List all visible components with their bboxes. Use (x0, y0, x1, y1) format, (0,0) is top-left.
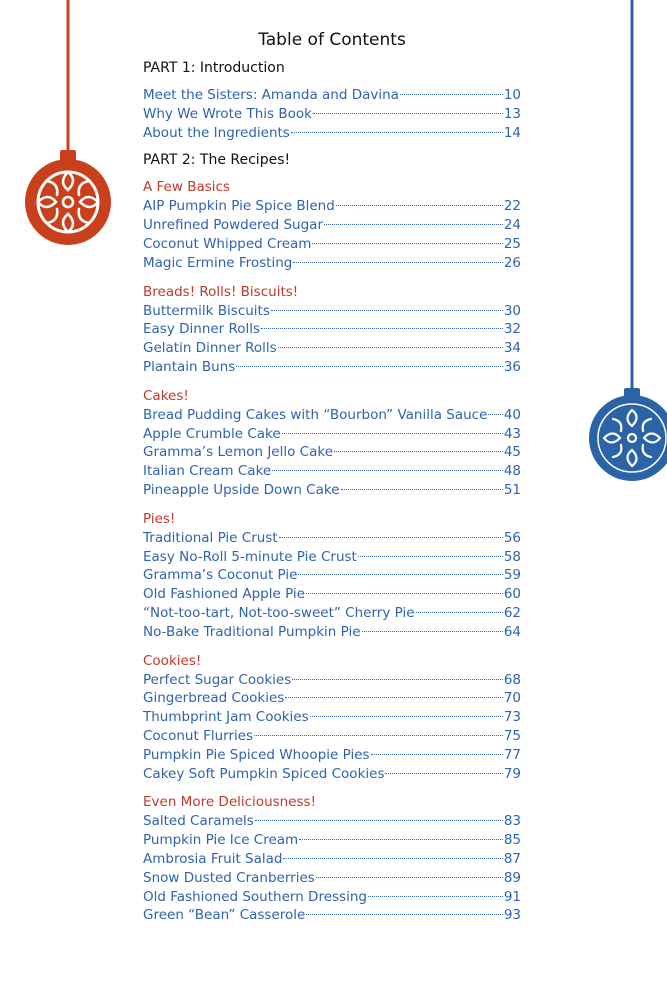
toc-entry[interactable] (143, 708, 521, 727)
toc-entry-title: About the Ingredients (143, 124, 290, 141)
part2-heading: PART 2: The Recipes! (143, 152, 291, 169)
toc-section (143, 178, 521, 272)
toc-entry-page: 43 (503, 425, 521, 442)
dot-leader (371, 754, 503, 755)
toc-entry-title: Traditional Pie Crust (143, 529, 278, 546)
toc-entry[interactable] (143, 888, 521, 907)
toc-entry[interactable] (143, 462, 521, 481)
toc-entry-title: Apple Crumble Cake (143, 425, 281, 442)
dot-leader (334, 451, 503, 452)
toc-entry-page: 36 (503, 358, 521, 375)
toc-entry-page: 91 (503, 888, 521, 905)
toc-entry[interactable] (143, 623, 521, 642)
toc-entry-title: No-Bake Traditional Pumpkin Pie (143, 623, 361, 640)
dot-leader (293, 262, 502, 263)
toc-entry[interactable] (143, 197, 521, 216)
toc-entry-page: 22 (503, 198, 521, 215)
section-heading: Cookies! (143, 652, 202, 669)
dot-leader (255, 820, 503, 821)
dot-leader (291, 132, 503, 133)
toc-entry-page: 64 (503, 623, 521, 640)
toc-entry-title: Easy Dinner Rolls (143, 321, 261, 338)
toc-entry-page: 73 (503, 709, 521, 726)
toc-entry-page: 34 (503, 340, 521, 357)
section-heading: Even More Deliciousness! (143, 794, 316, 811)
toc-section (143, 387, 521, 500)
dot-leader (313, 113, 503, 114)
toc-entry-title: Why We Wrote This Book (143, 105, 312, 122)
toc-entry-title: Snow Dusted Cranberries (143, 869, 315, 886)
toc-entry-title: Italian Cream Cake (143, 463, 272, 480)
toc-entry[interactable] (143, 105, 521, 124)
toc-entry-title: “Not-too-tart, Not-too-sweet” Cherry Pie (143, 604, 415, 621)
toc-entry-page: 87 (503, 850, 521, 867)
toc-entry[interactable] (143, 216, 521, 235)
toc-entry-page: 59 (503, 567, 521, 584)
toc-entry-page: 77 (503, 746, 521, 763)
toc-entry-page: 10 (503, 87, 521, 103)
toc-entry[interactable] (143, 604, 521, 623)
toc-entry-title: Unrefined Powdered Sugar (143, 217, 323, 234)
toc-entry[interactable] (143, 302, 521, 321)
dot-leader (306, 914, 502, 915)
dot-leader (385, 773, 502, 774)
toc-entry[interactable] (143, 124, 521, 143)
toc-entry[interactable] (143, 566, 521, 585)
toc-entry-title: Old Fashioned Southern Dressing (143, 888, 367, 905)
toc-entry[interactable] (143, 585, 521, 604)
right-ornament-icon (577, 0, 667, 500)
dot-leader (271, 310, 503, 311)
toc-entry-page: 26 (503, 254, 521, 271)
toc-entry-title: Salted Caramels (143, 813, 254, 830)
toc-entry-title: Bread Pudding Cakes with “Bourbon” Vanilla Sauce (143, 406, 488, 423)
toc-entry-title: AIP Pumpkin Pie Spice Blend (143, 198, 335, 215)
toc-entry-title: Plantain Buns (143, 358, 236, 375)
dot-leader (310, 716, 503, 717)
toc-entry-title: Old Fashioned Apple Pie (143, 586, 305, 603)
section-heading: A Few Basics (143, 179, 230, 196)
dot-leader (283, 858, 502, 859)
dot-leader (272, 470, 503, 471)
toc-entry[interactable] (143, 529, 521, 548)
toc-entry[interactable] (143, 425, 521, 444)
part1-heading: PART 1: Introduction (143, 60, 285, 76)
dot-leader (278, 347, 503, 348)
toc-entry-page: 58 (503, 548, 521, 565)
dot-leader (336, 205, 503, 206)
toc-entry[interactable] (143, 850, 521, 869)
section-heading: Pies! (143, 510, 176, 527)
dot-leader (368, 896, 503, 897)
dot-leader (416, 612, 503, 613)
dot-leader (254, 735, 503, 736)
toc-entry-page: 48 (503, 463, 521, 480)
toc-entry-page: 70 (503, 690, 521, 707)
toc-entry-title: Gramma’s Lemon Jello Cake (143, 444, 334, 461)
dot-leader (306, 593, 503, 594)
toc-entry-page: 30 (503, 302, 521, 319)
toc-entry-title: Thumbprint Jam Cookies (143, 709, 309, 726)
part2-sections (143, 178, 521, 925)
toc-entry-title: Magic Ermine Frosting (143, 254, 293, 271)
dot-leader (316, 877, 503, 878)
toc-entry[interactable] (143, 443, 521, 462)
toc-entry-title: Coconut Whipped Cream (143, 235, 312, 252)
toc-entry-page: 40 (503, 406, 521, 423)
toc-entry-page: 68 (503, 671, 521, 688)
dot-leader (298, 574, 502, 575)
toc-entry[interactable] (143, 235, 521, 254)
toc-entry[interactable] (143, 320, 521, 339)
toc-entry-page: 60 (503, 586, 521, 603)
dot-leader (358, 556, 503, 557)
toc-entry-page: 56 (503, 529, 521, 546)
toc-entry-page: 51 (503, 481, 521, 498)
toc-entry[interactable] (143, 689, 521, 708)
dot-leader (282, 433, 503, 434)
toc-entry-page: 32 (503, 321, 521, 338)
toc-entry[interactable] (143, 812, 521, 831)
toc-entry-page: 83 (503, 813, 521, 830)
table-of-contents (143, 30, 521, 927)
toc-entry-page: 14 (503, 124, 521, 141)
toc-entry[interactable] (143, 765, 521, 784)
section-heading: Breads! Rolls! Biscuits! (143, 283, 299, 300)
toc-entry-page: 24 (503, 217, 521, 234)
toc-entry[interactable] (143, 906, 521, 925)
toc-entry-title: Green “Bean” Casserole (143, 907, 306, 924)
toc-entry[interactable] (143, 358, 521, 377)
toc-entry-page: 75 (503, 727, 521, 744)
dot-leader (279, 537, 503, 538)
dot-leader (400, 94, 503, 95)
toc-section (143, 510, 521, 642)
toc-entry[interactable] (143, 869, 521, 888)
toc-entry-page: 62 (503, 604, 521, 621)
dot-leader (299, 839, 503, 840)
toc-entry[interactable] (143, 746, 521, 765)
toc-entry[interactable] (143, 671, 521, 690)
part1-entries (143, 86, 521, 142)
toc-entry-title: Gelatin Dinner Rolls (143, 340, 277, 357)
toc-entry-page: 85 (503, 832, 521, 849)
toc-entry[interactable] (143, 548, 521, 567)
toc-entry[interactable] (143, 831, 521, 850)
dot-leader (324, 224, 503, 225)
toc-entry-title: Meet the Sisters: Amanda and Davina (143, 87, 399, 103)
toc-entry-title: Coconut Flurries (143, 727, 254, 744)
left-ornament-icon (10, 0, 120, 260)
dot-leader (285, 697, 503, 698)
toc-entry-title: Cakey Soft Pumpkin Spiced Cookies (143, 765, 385, 782)
toc-entry-title: Pineapple Upside Down Cake (143, 481, 340, 498)
toc-title: Table of Contents (258, 30, 406, 50)
toc-entry-title: Gingerbread Cookies (143, 690, 285, 707)
toc-section (143, 283, 521, 377)
toc-entry-title: Pumpkin Pie Spiced Whoopie Pies (143, 746, 370, 763)
toc-entry[interactable] (143, 86, 521, 105)
toc-entry[interactable] (143, 254, 521, 273)
dot-leader (236, 366, 503, 367)
toc-section (143, 652, 521, 784)
dot-leader (312, 243, 502, 244)
toc-entry-page: 13 (503, 105, 521, 122)
toc-entry[interactable] (143, 406, 521, 425)
toc-entry-page: 79 (503, 765, 521, 782)
toc-entry-page: 25 (503, 235, 521, 252)
toc-entry[interactable] (143, 727, 521, 746)
dot-leader (362, 631, 503, 632)
toc-entry-title: Buttermilk Biscuits (143, 302, 270, 319)
dot-leader (292, 679, 503, 680)
toc-entry-page: 45 (503, 444, 521, 461)
dot-leader (488, 414, 502, 415)
toc-section (143, 793, 521, 925)
section-heading: Cakes! (143, 387, 189, 404)
dot-leader (341, 489, 503, 490)
toc-entry-title: Pumpkin Pie Ice Cream (143, 832, 299, 849)
toc-entry-title: Ambrosia Fruit Salad (143, 850, 283, 867)
toc-entry[interactable] (143, 481, 521, 500)
dot-leader (261, 328, 503, 329)
toc-entry-title: Perfect Sugar Cookies (143, 671, 292, 688)
toc-entry-page: 93 (503, 907, 521, 924)
toc-entry[interactable] (143, 339, 521, 358)
toc-entry-title: Gramma’s Coconut Pie (143, 567, 298, 584)
toc-entry-page: 89 (503, 869, 521, 886)
toc-entry-title: Easy No-Roll 5-minute Pie Crust (143, 548, 357, 565)
